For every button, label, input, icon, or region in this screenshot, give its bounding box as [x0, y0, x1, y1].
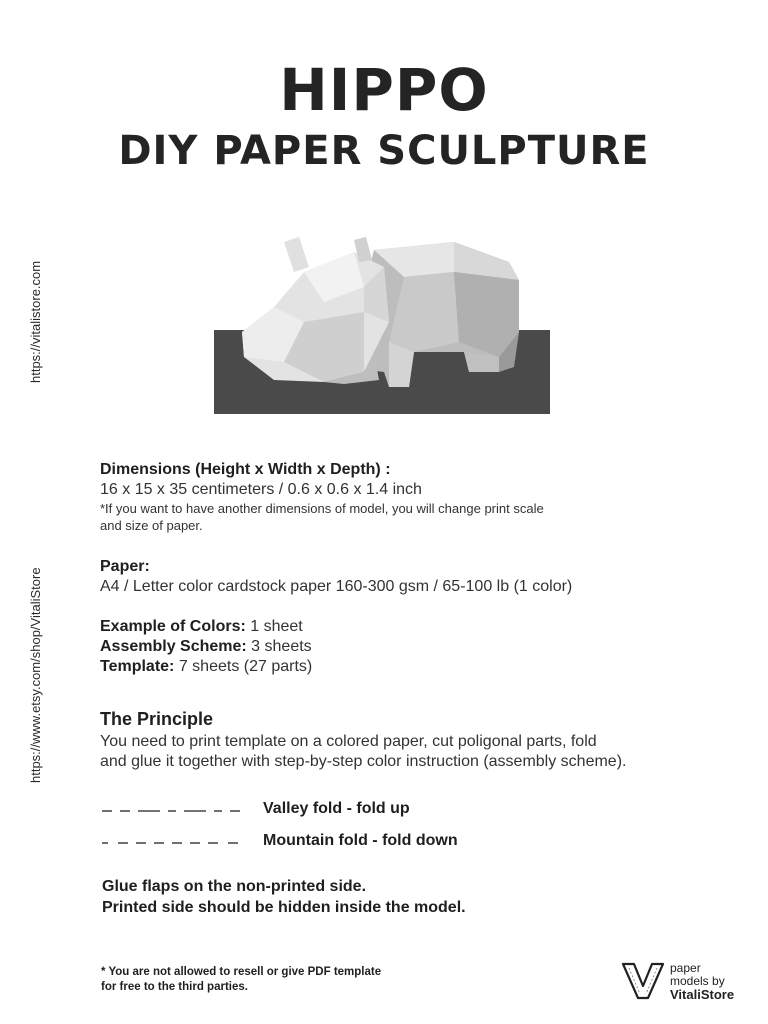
disclaimer-line-1: * You are not allowed to resell or give PDF template — [101, 966, 382, 978]
template-value: 7 sheets (27 parts) — [174, 658, 313, 675]
glue-instructions — [102, 876, 466, 918]
logo-line-2: models by — [670, 974, 725, 988]
page-title: HIPPO — [279, 56, 489, 124]
template-label: Template: — [100, 658, 175, 675]
vitalistore-logo — [620, 960, 740, 1004]
logo-v-icon — [620, 960, 666, 1002]
principle-line-2: and glue it together with step-by-step color instruction (assembly scheme). — [100, 753, 627, 770]
paper-label: Paper: — [100, 558, 150, 575]
paper-value: A4 / Letter color cardstock paper 160-300 gsm / 65-100 lb (1 color) — [100, 578, 573, 595]
assembly-label: Assembly Scheme: — [100, 638, 247, 655]
assembly-value: 3 sheets — [246, 638, 312, 655]
valley-fold-label: Valley fold - fold up — [263, 800, 410, 817]
dimensions-value: 16 x 15 x 35 centimeters / 0.6 x 0.6 x 1.4 inch — [100, 481, 422, 498]
principle-line-1: You need to print template on a colored paper, cut poligonal parts, fold — [100, 733, 597, 750]
mountain-fold-line-icon — [100, 837, 245, 847]
logo-brand: VitaliStore — [670, 987, 735, 1002]
dimensions-note-2: and size of paper. — [100, 518, 203, 533]
dimensions-note-1: *If you want to have another dimensions of model, you will change print scale — [100, 501, 544, 516]
disclaimer — [101, 965, 381, 995]
principle-heading: The Principle — [100, 709, 214, 729]
glue-line-2: Printed side should be hidden inside the model. — [102, 899, 466, 916]
logo-line-1: paper — [670, 961, 701, 975]
colors-value: 1 sheet — [245, 618, 303, 635]
page-subtitle: DIY PAPER SCULPTURE — [118, 128, 650, 174]
dimensions-label: Dimensions (Height x Width x Depth) : — [100, 461, 391, 478]
mountain-fold-label: Mountain fold - fold down — [263, 832, 458, 849]
colors-label: Example of Colors: — [100, 618, 246, 635]
side-link-vitalistore[interactable]: https://vitalistore.com — [28, 260, 43, 383]
valley-fold-line-icon — [100, 805, 245, 815]
hippo-model-image — [214, 232, 550, 414]
side-link-etsy[interactable]: https://www.etsy.com/shop/VitaliStore — [28, 567, 43, 783]
glue-line-1: Glue flaps on the non-printed side. — [102, 878, 367, 895]
disclaimer-line-2: for free to the third parties. — [101, 981, 248, 993]
